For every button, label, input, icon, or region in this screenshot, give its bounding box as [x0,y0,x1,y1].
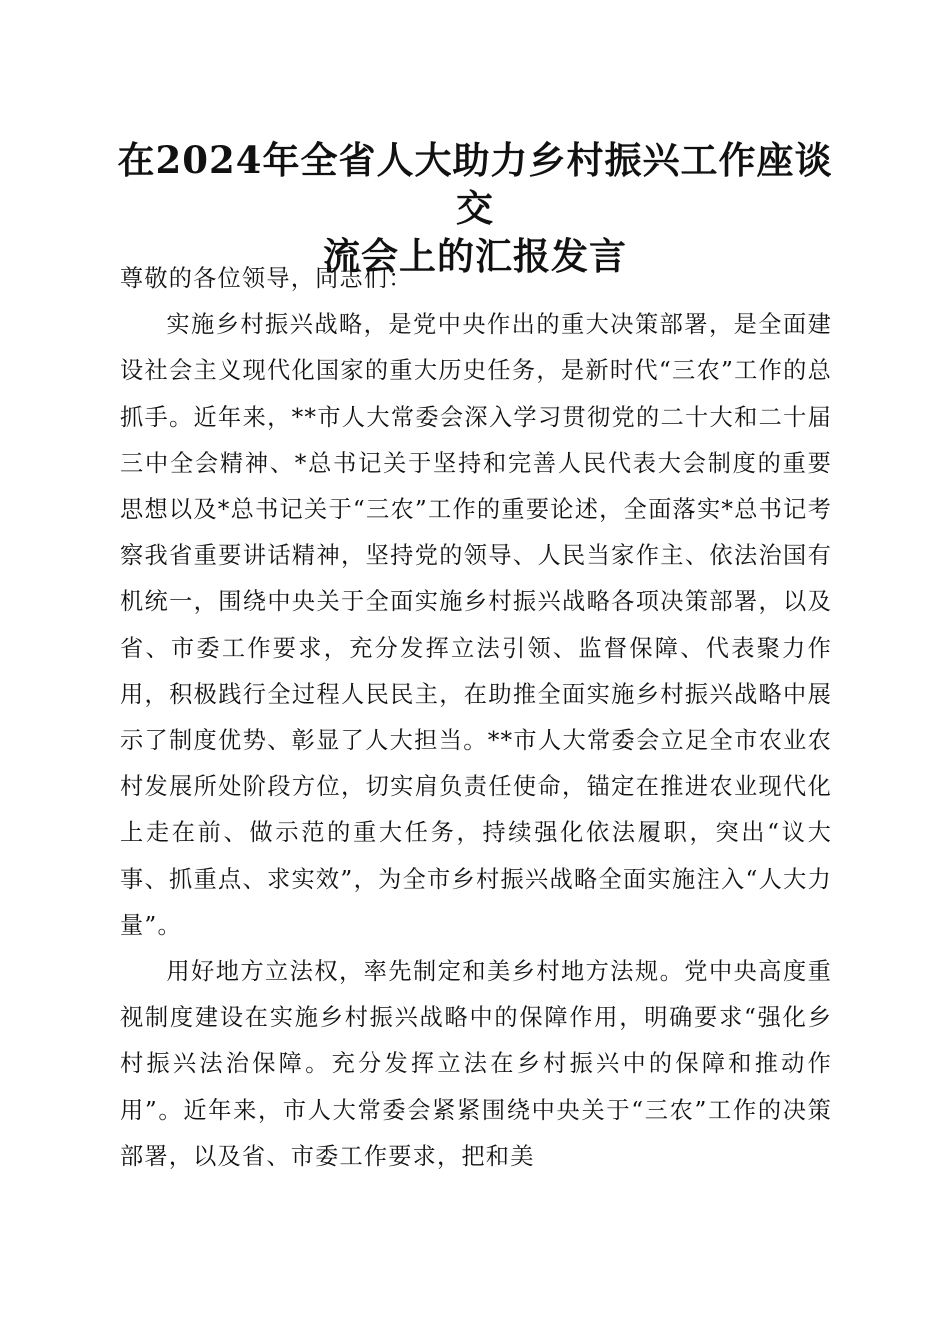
paragraph-2: 用好地方立法权，率先制定和美乡村地方法规。党中央高度重视制度建设在实施乡村振兴战略中的保障作用，明确要求“强化乡村振兴法治保障。充分发挥立法在乡村振兴中的保障和推动作用”。近年来，市人大常委会紧紧围绕中央关于“三农”工作的决策部署，以及省、市委工作要求，把和美 [120,958,832,1170]
paragraph-1: 实施乡村振兴战略，是党中央作出的重大决策部署，是全面建设社会主义现代化国家的重大历史任务，是新时代“三农”工作的总抓手。近年来，**市人大常委会深入学习贯彻党的二十大和二十届三中全会精神、*总书记关于坚持和完善人民代表大会制度的重要思想以及*总书记关于“三农”工作的重要论述，全面落实*总书记考察我省重要讲话精神，坚持党的领导、人民当家作主、依法治国有机统一，围绕中央关于全面实施乡村振兴战略各项决策部署，以及省、市委工作要求，充分发挥立法引领、监督保障、代表聚力作用，积极践行全过程人民民主，在助推全面实施乡村振兴战略中展示了制度优势、彰显了人大担当。**市人大常委会立足全市农业农村发展所处阶段方位，切实肩负责任使命，锚定在推进农业现代化上走在前、做示范的重大任务，持续强化依法履职，突出“议大事、抓重点、求实效”，为全市乡村振兴战略全面实施注入“人大力量”。 [120,311,832,939]
document-body [120,256,832,1180]
salutation: 尊敬的各位领导，同志们： [120,265,413,292]
title-line-2: 流会上的汇报发言 [323,234,627,278]
title-line-1: 在2024年全省人大助力乡村振兴工作座谈交 [117,138,833,230]
